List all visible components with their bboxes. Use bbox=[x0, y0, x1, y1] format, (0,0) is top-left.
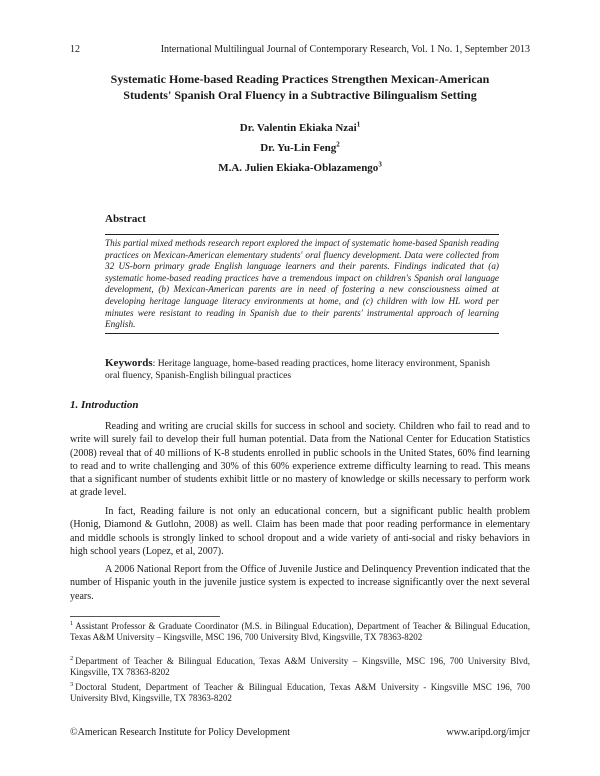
footnote-2 bbox=[70, 656, 530, 678]
running-header: International Multilingual Journal of Contemporary Research, Vol. 1 No. 1, September 2013 bbox=[160, 44, 530, 55]
footer-website: www.aripd.org/imjcr bbox=[446, 727, 530, 738]
body-paragraph: Reading and writing are crucial skills for success in school and society. Children who fail to read and to write will surely fail to develop their full human potential. Data from the National Center for Education Statistics (2008) reveal that of 40 millions of K-8 students enrolled in public schools in the United States, 60% find learning to read and to write challenging and 30% of this 60% experience extreme difficulty learning to read. This means that a significant number of students exhibit little or no mastery of knowledge or skills necessary to perform work at grade level. bbox=[70, 421, 530, 499]
footnote-text: Department of Teacher & Bilingual Education, Texas A&M University – Kingsville, MSC 196, 700 University Blvd, Kingsville, TX 78363-8202 bbox=[70, 656, 530, 678]
author-name: Dr. Valentin Ekiaka Nzai bbox=[239, 122, 357, 134]
author-2 bbox=[70, 142, 530, 155]
author-footnote-mark: 2 bbox=[336, 140, 340, 149]
paper-title bbox=[70, 72, 530, 103]
title-line: Students' Spanish Oral Fluency in a Subtractive Bilingualism Setting bbox=[123, 87, 477, 102]
body-paragraph: A 2006 National Report from the Office of Juvenile Justice and Delinquency Prevention indicated that the number of Hispanic youth in the juvenile justice system is expected to increase significantly over the next several years. bbox=[70, 564, 530, 602]
footnote-mark: 3 bbox=[70, 681, 74, 688]
footnote-text: Doctoral Student, Department of Teacher & Bilingual Education, Texas A&M University - Kingsville MSC 196, 700 University Blvd, Kingsville, TX 78363-8202 bbox=[70, 682, 530, 704]
author-name: M.A. Julien Ekiaka-Oblazamengo bbox=[218, 162, 379, 174]
footnote-1 bbox=[70, 621, 530, 643]
keywords-text: : Heritage language, home-based reading practices, home literacy environment, Spanish oral fluency, Spanish-English bilingual practices bbox=[105, 358, 490, 382]
author-name: Dr. Yu-Lin Feng bbox=[260, 142, 337, 154]
title-line: Systematic Home-based Reading Practices Strengthen Mexican-American bbox=[110, 72, 490, 86]
footnote-divider bbox=[70, 616, 220, 617]
footnote-mark: 1 bbox=[70, 620, 74, 627]
keywords-label: Keywords bbox=[105, 357, 153, 369]
body-paragraph: In fact, Reading failure is not only an educational concern, but a significant public health problem (Honig, Diamond & Gutlohn, 2008) as well. Claim has been made that poor reading performance in elementary and middle schools is strongly linked to school dropout and a wide variety of anti-social and risky behaviors in high school years (Lopez, et al, 2007). bbox=[70, 506, 530, 557]
keywords bbox=[105, 357, 505, 383]
author-1 bbox=[70, 122, 530, 135]
section-heading-introduction: 1. Introduction bbox=[70, 399, 139, 411]
abstract-heading: Abstract bbox=[105, 213, 146, 225]
footnote-3 bbox=[70, 682, 530, 704]
author-footnote-mark: 3 bbox=[378, 160, 382, 169]
author-3 bbox=[70, 162, 530, 175]
footer-publisher: ©American Research Institute for Policy Development bbox=[70, 727, 291, 738]
page-number: 12 bbox=[70, 44, 80, 55]
author-footnote-mark: 1 bbox=[356, 120, 361, 129]
footnote-text: Assistant Professor & Graduate Coordinator (M.S. in Bilingual Education), Department of Teacher & Bilingual Education, Texas A&M University – Kingsville, MSC 196, 700 University Blvd, Kingsville, TX 78363-8202 bbox=[70, 621, 530, 643]
footnote-mark: 2 bbox=[70, 655, 74, 662]
abstract-text: This partial mixed methods research report explored the impact of systematic home-based Spanish reading practices on Mexican-American elementary students' oral fluency development. Data were collected from 32 US-born primary grade English language learners and their parents. Findings indicated that (a) systematic home-based reading practices have a tremendous impact on children's Spanish oral language development, (b) Mexican-American parents are in need of fostering a new consciousness aimed at developing heritage language literacy environments at home, and (c) children with low HL word per minutes were resistant to reading in Spanish due to their parents' instrumental approach of learning English. bbox=[105, 234, 499, 334]
